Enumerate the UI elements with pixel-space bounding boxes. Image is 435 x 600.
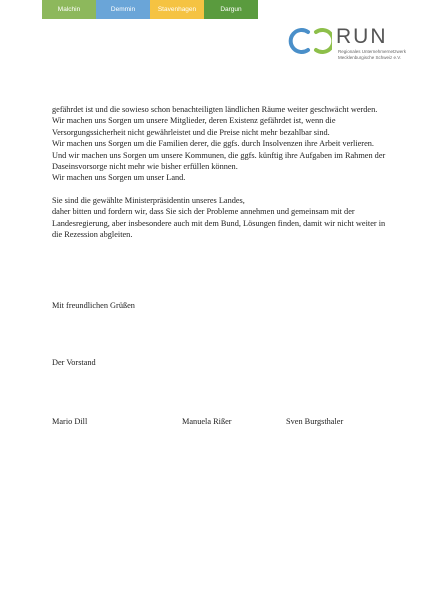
signatory-name: Mario Dill [52, 417, 88, 426]
board-title: Der Vorstand [52, 358, 96, 367]
tab-demmin[interactable]: Demmin [96, 0, 150, 19]
letter-body [52, 104, 397, 240]
letter-paragraph: Wir machen uns Sorgen um die Familien derer, die ggfs. durch Insolvenzen ihre Arbeit verlieren. [52, 139, 374, 149]
run-logo-rings-icon [286, 26, 332, 56]
letter-paragraph: gefährdet ist und die sowieso schon benachteiligten ländlichen Räume weiter geschwächt werden. [52, 105, 378, 114]
signatory-name: Manuela Rißer [182, 417, 232, 426]
region-tabs [42, 0, 258, 19]
run-logo [286, 24, 426, 60]
appeal-line: Sie sind die gewählte Ministerpräsidentin unseres Landes, [52, 195, 245, 205]
tab-malchin[interactable]: Malchin [42, 0, 96, 19]
logo-subtitle-2: Mecklenburgische Schweiz e.V. [338, 55, 402, 60]
logo-wordmark: RUN [336, 25, 388, 48]
appeal-paragraph: daher bitten und fordern wir, dass Sie sich der Probleme annehmen und gemeinsam mit der Landesregierung, aber insbesondere auch mit dem Bund, Lösungen finden, damit wir nicht weiter in die Rezession abgleiten. [52, 207, 386, 240]
letter-paragraph: Und wir machen uns Sorgen um unsere Kommunen, die ggfs. künftig ihre Aufgaben im Rahmen der Daseinsvorsorge nicht mehr wie bisher erfüllen können. [52, 150, 386, 172]
tab-dargun[interactable]: Dargun [204, 0, 258, 19]
letter-paragraph: Wir machen uns Sorgen um unsere Mitglieder, deren Existenz gefährdet ist, wenn die Versorgungssicherheit nicht gewährleistet und die Preise nicht mehr bezahlbar sind. [52, 116, 336, 137]
signatory-name: Sven Burgsthaler [286, 417, 344, 426]
closing-greeting: Mit freundlichen Grüßen [52, 301, 135, 310]
logo-subtitle-1: Regionales Unternehmernetzwerk [338, 49, 407, 54]
tab-stavenhagen[interactable]: Stavenhagen [150, 0, 204, 19]
letter-paragraph: Wir machen uns Sorgen um unser Land. [52, 173, 186, 183]
